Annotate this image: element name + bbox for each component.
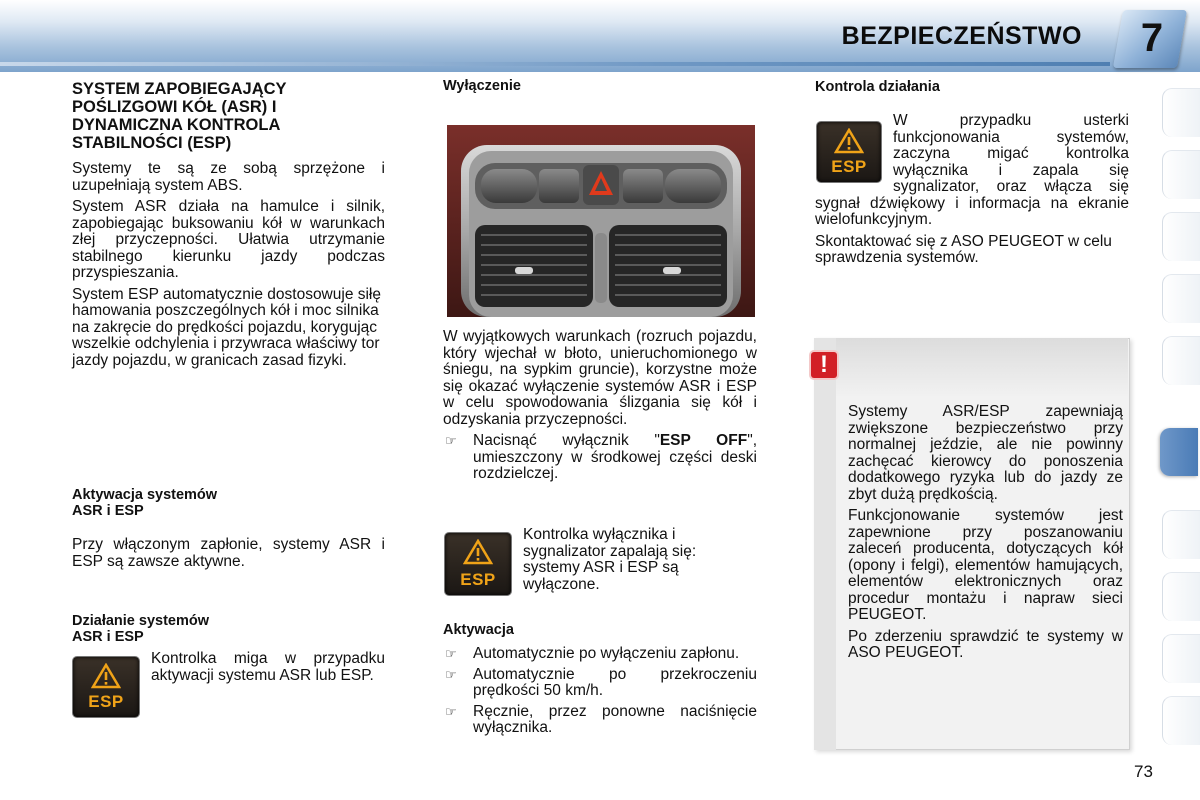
paragraph: W przypadku usterki funkcjonowania systemów, zaczyna migać kontrolka wyłącznika i zapala się sygnalizator, oraz włącza się sygnał dźwiękowy i informacja na ekranie wielofunkcyjnym. — [815, 112, 1129, 228]
chapter-number: 7 — [1140, 16, 1164, 60]
subheading: ASR i ESP — [72, 503, 144, 519]
pointing-hand-icon: ☞ — [445, 666, 457, 682]
bullet-item: ☞ Ręcznie, przez ponowne naciśnięcie wyłącznika. — [445, 702, 757, 736]
check-heading-block — [815, 79, 1129, 95]
subheading: Wyłączenie — [443, 78, 521, 94]
esp-off-label: ESP OFF — [659, 432, 748, 449]
esp-warning-lamp-icon — [445, 533, 511, 595]
paragraph: Skontaktować się z ASO PEUGEOT w celu sprawdzenia systemów. — [815, 232, 1112, 266]
edge-tab[interactable] — [1162, 696, 1200, 745]
bullet-item: ☞ Automatycznie po wyłączeniu zapłonu. — [445, 645, 740, 662]
paragraph: System ASR działa na hamulce i silnik, zapobiegając buksowaniu kół w warunkach złej przyczepności. Ułatwia utrzymanie stabilnego kierunku jazdy podczas przyspieszania. — [72, 198, 385, 281]
paragraph: System ESP automatycznie dostosowuje siłę hamowania poszczególnych kół i moc silnika na zakręcie do prędkości pojazdu, korygując wszelkie odchylenia i przywraca właściwy tor jazdy pojazdu, w granicach zasad fizyki. — [72, 285, 382, 369]
edge-tab[interactable] — [1162, 510, 1200, 559]
reactivation-section — [443, 622, 757, 741]
subheading: Aktywacja — [443, 622, 514, 638]
paragraph: W wyjątkowych warunkach (rozruch pojazdu, który wjechał w błoto, unieruchomionego w śniegu, na sypkim gruncie), korzystne może się okazać wyłączenie systemów ASR i ESP w celu spowodowania ślizgania się kół i odzyskania przyczepności. — [443, 328, 757, 428]
paragraph: Kontrolka wyłącznika i sygnalizator zapalają się: systemy ASR i ESP są wyłączone. — [523, 526, 697, 593]
operation-text — [151, 651, 385, 689]
warning-triangle-icon — [91, 663, 121, 689]
pointing-hand-icon: ☞ — [445, 433, 457, 448]
paragraph: Funkcjonowanie systemów jest zapewnione przy poszanowaniu zaleceń producenta, dotyczących kół (opony i felgi), elementów hamujących, elementów elektronicznych oraz procedur montażu i napraw sieci PEUGEOT. — [848, 507, 1123, 623]
lamp-description — [523, 527, 757, 598]
operation-section — [72, 613, 385, 645]
esp-label: ESP — [460, 570, 496, 589]
subheading: Działanie systemów — [72, 613, 209, 629]
exclamation-icon: ! — [811, 352, 837, 378]
pointing-hand-icon: ☞ — [445, 646, 457, 661]
warning-text — [848, 404, 1123, 667]
subheading: Aktywacja systemów — [72, 487, 218, 503]
warning-box-strip — [814, 338, 836, 750]
edge-tab[interactable] — [1162, 634, 1200, 683]
edge-tab[interactable] — [1162, 150, 1200, 199]
edge-tab-active[interactable] — [1160, 428, 1198, 476]
esp-label: ESP — [831, 157, 867, 176]
subheading: Kontrola działania — [815, 79, 940, 95]
check-section — [815, 113, 1129, 272]
paragraph: Systemy ASR/ESP zapewniają zwiększone bezpieczeństwo przy normalnej jeździe, ale nie powinny zachęcać kierowcy do ponoszenia dodatkowego ryzyka lub do jazdy ze zbyt dużą prędkością. — [848, 403, 1123, 503]
paragraph: Przy włączonym zapłonie, systemy ASR i ESP są zawsze aktywne. — [72, 536, 385, 570]
paragraph: Kontrolka miga w przypadku aktywacji systemu ASR lub ESP. — [151, 650, 385, 684]
edge-tab[interactable] — [1162, 274, 1200, 323]
main-heading: SYSTEM ZAPOBIEGAJĄCY POŚLIZGOWI KÓŁ (ASR) I DYNAMICZNA KONTROLA STABILNOŚCI (ESP) — [72, 80, 287, 152]
center-console-photo — [447, 125, 755, 317]
disable-section — [443, 329, 757, 487]
esp-label: ESP — [88, 692, 124, 711]
activation-section — [72, 487, 385, 575]
column-1 — [72, 80, 385, 374]
edge-tab[interactable] — [1162, 336, 1200, 385]
bullet-item: ☞ Nacisnąć wyłącznik "ESP OFF", umieszczony w środkowej części deski rozdzielczej. — [445, 432, 757, 482]
esp-warning-lamp-icon — [73, 657, 139, 717]
paragraph: Systemy te są ze sobą sprzężone i uzupełniają system ABS. — [72, 160, 385, 194]
header-rule — [0, 62, 1110, 66]
dashboard-switch-panel-image — [447, 125, 755, 317]
warning-box-top — [836, 338, 1128, 398]
section-title: BEZPIECZEŃSTWO — [841, 22, 1082, 50]
bullet-item: ☞ Automatycznie po przekroczeniu prędkości 50 km/h. — [445, 665, 757, 699]
disable-heading-block — [443, 78, 757, 94]
edge-tab[interactable] — [1162, 88, 1200, 137]
page-number: 73 — [1134, 762, 1153, 781]
pointing-hand-icon: ☞ — [445, 703, 457, 719]
subheading: ASR i ESP — [72, 629, 144, 645]
edge-tab[interactable] — [1162, 212, 1200, 261]
edge-tab[interactable] — [1162, 572, 1200, 621]
paragraph: Po zderzeniu sprawdzić te systemy w ASO PEUGEOT. — [848, 627, 1123, 661]
warning-triangle-icon — [463, 539, 493, 565]
